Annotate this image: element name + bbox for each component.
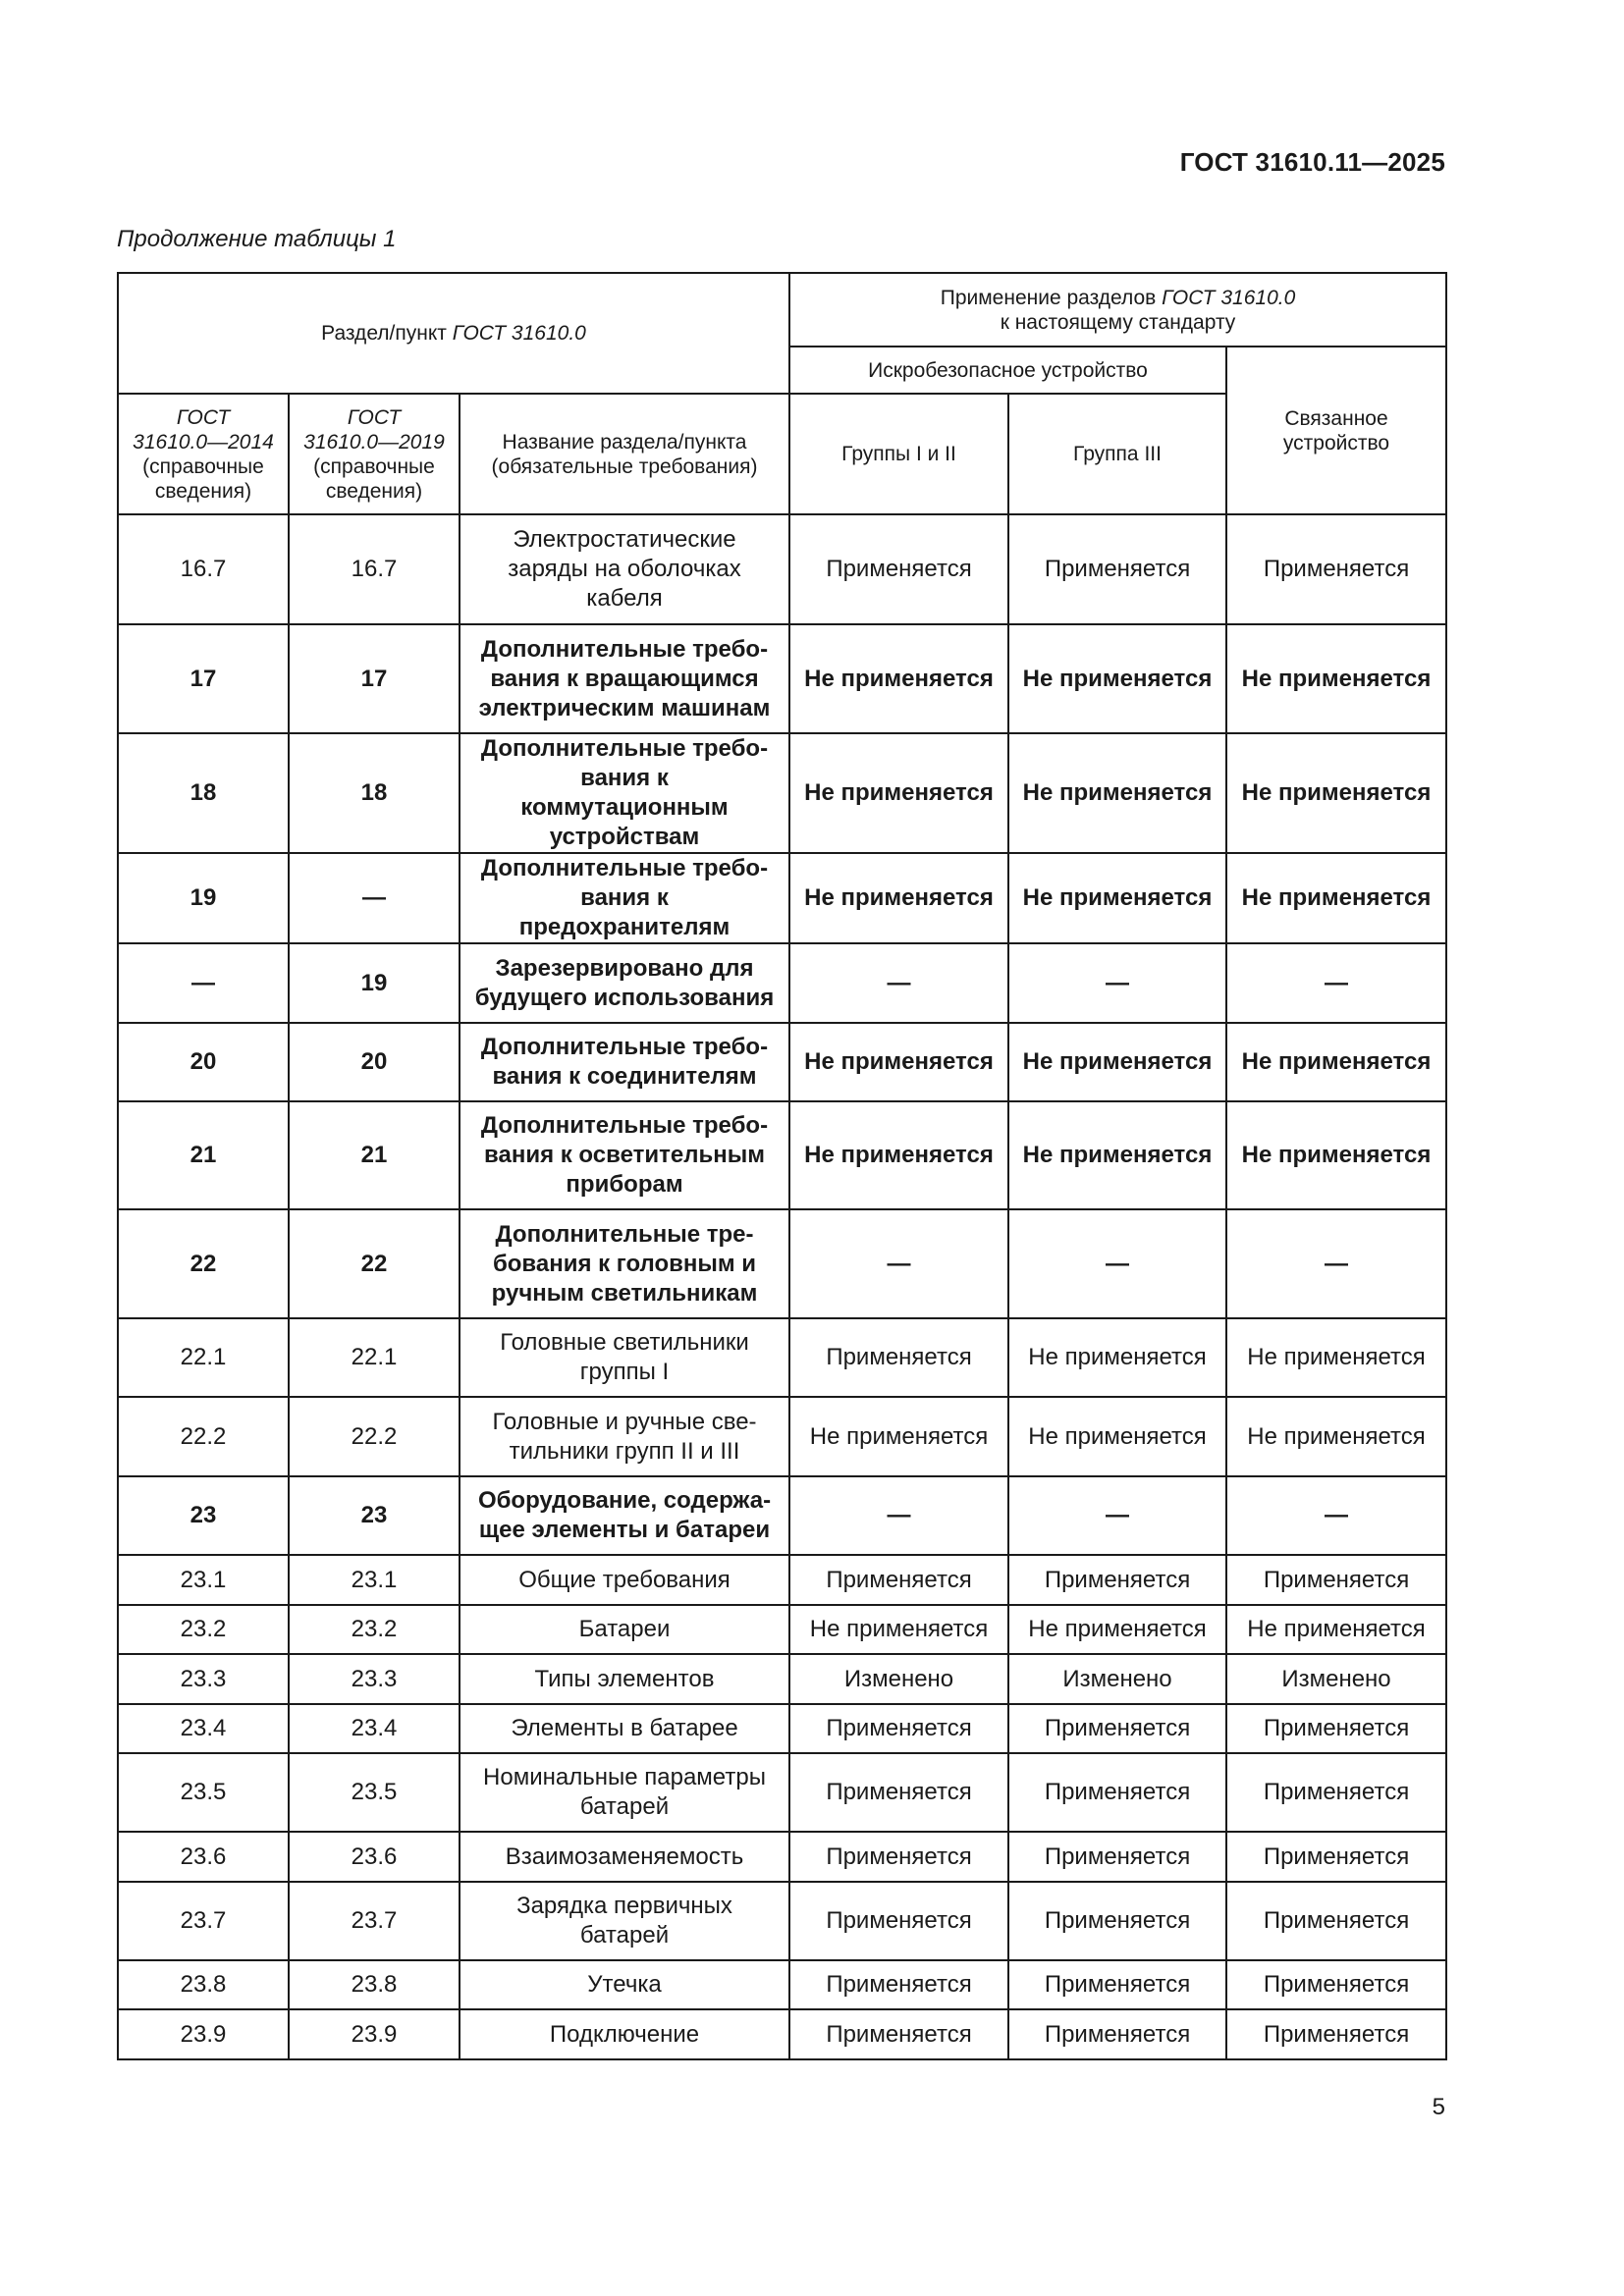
cell-2014: 23.1	[118, 1555, 289, 1605]
cell-name: Электростатические заряды на оболочках кабеля	[460, 514, 789, 624]
cell-2014: 23.3	[118, 1654, 289, 1704]
cell-associated: Не применяется	[1226, 853, 1446, 943]
cell-group-3: Применяется	[1008, 1704, 1226, 1753]
cell-group-3: Не применяется	[1008, 853, 1226, 943]
cell-2014: 18	[118, 733, 289, 853]
table-row	[118, 1023, 1446, 1101]
cell-groups-1-2: Не применяется	[789, 733, 1008, 853]
cell-2019: 23.5	[289, 1753, 460, 1832]
cell-groups-1-2: Применяется	[789, 2009, 1008, 2059]
cell-2019: 23.1	[289, 1555, 460, 1605]
table-row	[118, 1960, 1446, 2009]
cell-2019: 20	[289, 1023, 460, 1101]
cell-associated: —	[1226, 1209, 1446, 1318]
cell-associated: —	[1226, 1476, 1446, 1555]
cell-associated: Не применяется	[1226, 1397, 1446, 1476]
cell-group-3: Применяется	[1008, 1882, 1226, 1960]
table-row	[118, 2009, 1446, 2059]
cell-name: Батареи	[460, 1605, 789, 1654]
cell-2014: —	[118, 943, 289, 1023]
cell-name: Зарядка первичных батарей	[460, 1882, 789, 1960]
cell-2014: 23.5	[118, 1753, 289, 1832]
cell-group-3: Применяется	[1008, 2009, 1226, 2059]
cell-name: Взаимозаменяемость	[460, 1832, 789, 1882]
header-section-pre: Раздел/пункт	[321, 322, 453, 345]
header-col-2019-note: (справочные сведения)	[313, 454, 435, 503]
table-row	[118, 853, 1446, 943]
table-row	[118, 1605, 1446, 1654]
cell-groups-1-2: —	[789, 1209, 1008, 1318]
cell-name: Номинальные параметры батарей	[460, 1753, 789, 1832]
cell-associated: Применяется	[1226, 1753, 1446, 1832]
cell-group-3: Применяется	[1008, 1960, 1226, 2009]
header-col-groups-1-2: Группы I и II	[789, 394, 1008, 514]
cell-associated: Не применяется	[1226, 624, 1446, 733]
cell-name: Оборудование, содержа-щее элементы и батареи	[460, 1476, 789, 1555]
cell-name: Дополнительные требо-вания к коммутационным устройствам	[460, 733, 789, 853]
cell-associated: Применяется	[1226, 1882, 1446, 1960]
cell-groups-1-2: Изменено	[789, 1654, 1008, 1704]
cell-group-3: —	[1008, 943, 1226, 1023]
table-row	[118, 1654, 1446, 1704]
cell-2019: 23.8	[289, 1960, 460, 2009]
header-col-name: Название раздела/пункта (обязательные требования)	[460, 394, 789, 514]
table-row	[118, 1209, 1446, 1318]
cell-2019: 23.3	[289, 1654, 460, 1704]
cell-group-3: Не применяется	[1008, 733, 1226, 853]
cell-2014: 22.1	[118, 1318, 289, 1397]
cell-group-3: Применяется	[1008, 1555, 1226, 1605]
cell-2014: 23.7	[118, 1882, 289, 1960]
header-section-ref: ГОСТ 31610.0	[452, 322, 586, 345]
cell-2019: 23.7	[289, 1882, 460, 1960]
cell-2019: 23.6	[289, 1832, 460, 1882]
cell-group-3: Применяется	[1008, 1832, 1226, 1882]
cell-groups-1-2: Применяется	[789, 514, 1008, 624]
table-row	[118, 514, 1446, 624]
cell-groups-1-2: Не применяется	[789, 1101, 1008, 1209]
cell-2014: 22.2	[118, 1397, 289, 1476]
table-row	[118, 1832, 1446, 1882]
cell-2019: 23.2	[289, 1605, 460, 1654]
cell-2014: 23	[118, 1476, 289, 1555]
cell-groups-1-2: Применяется	[789, 1704, 1008, 1753]
header-col-2014-note: (справочные сведения)	[142, 454, 264, 503]
table-row	[118, 1101, 1446, 1209]
cell-2014: 23.2	[118, 1605, 289, 1654]
header-intrinsically-safe: Искробезопасное устройство	[789, 347, 1226, 394]
table-row	[118, 1704, 1446, 1753]
cell-2019: 22.1	[289, 1318, 460, 1397]
cell-2019: 23	[289, 1476, 460, 1555]
cell-associated: Изменено	[1226, 1654, 1446, 1704]
cell-2019: 23.9	[289, 2009, 460, 2059]
cell-name: Дополнительные тре-бования к головным и ручным светильникам	[460, 1209, 789, 1318]
cell-2019: 21	[289, 1101, 460, 1209]
cell-2019: 18	[289, 733, 460, 853]
cell-name: Подключение	[460, 2009, 789, 2059]
cell-groups-1-2: —	[789, 1476, 1008, 1555]
cell-2019: 22.2	[289, 1397, 460, 1476]
cell-2019: 16.7	[289, 514, 460, 624]
cell-associated: Применяется	[1226, 1704, 1446, 1753]
header-col-2014-ref-b: 31610.0—2014	[133, 430, 274, 454]
table-row	[118, 1753, 1446, 1832]
table-row	[118, 1318, 1446, 1397]
cell-groups-1-2: Применяется	[789, 1318, 1008, 1397]
header-col-2014	[118, 394, 289, 514]
cell-associated: Применяется	[1226, 2009, 1446, 2059]
cell-associated: Не применяется	[1226, 1318, 1446, 1397]
cell-2014: 23.6	[118, 1832, 289, 1882]
cell-2014: 23.9	[118, 2009, 289, 2059]
cell-associated: Не применяется	[1226, 733, 1446, 853]
cell-associated: Применяется	[1226, 1960, 1446, 2009]
cell-2019: 22	[289, 1209, 460, 1318]
cell-group-3: Применяется	[1008, 514, 1226, 624]
cell-name: Головные и ручные све-тильники групп II и III	[460, 1397, 789, 1476]
cell-name: Утечка	[460, 1960, 789, 2009]
cell-associated: Применяется	[1226, 1555, 1446, 1605]
cell-groups-1-2: Применяется	[789, 1960, 1008, 2009]
cell-group-3: Применяется	[1008, 1753, 1226, 1832]
cell-associated: Применяется	[1226, 514, 1446, 624]
cell-name: Элементы в батарее	[460, 1704, 789, 1753]
cell-group-3: Не применяется	[1008, 1101, 1226, 1209]
cell-2019: —	[289, 853, 460, 943]
cell-2014: 17	[118, 624, 289, 733]
cell-associated: Не применяется	[1226, 1023, 1446, 1101]
header-col-2019-ref-a: ГОСТ	[347, 405, 402, 429]
cell-2014: 21	[118, 1101, 289, 1209]
cell-2019: 19	[289, 943, 460, 1023]
header-col-group-3: Группа III	[1008, 394, 1226, 514]
cell-groups-1-2: Не применяется	[789, 853, 1008, 943]
header-application-pre: Применение разделов	[940, 286, 1163, 309]
cell-2014: 19	[118, 853, 289, 943]
cell-name: Дополнительные требо-вания к предохранителям	[460, 853, 789, 943]
cell-groups-1-2: —	[789, 943, 1008, 1023]
cell-2019: 23.4	[289, 1704, 460, 1753]
cell-name: Зарезервировано для будущего использования	[460, 943, 789, 1023]
table-row	[118, 733, 1446, 853]
cell-groups-1-2: Не применяется	[789, 624, 1008, 733]
cell-name: Головные светильники группы I	[460, 1318, 789, 1397]
header-col-2019	[289, 394, 460, 514]
table-row	[118, 1882, 1446, 1960]
cell-group-3: Изменено	[1008, 1654, 1226, 1704]
cell-name: Дополнительные требо-вания к осветительным приборам	[460, 1101, 789, 1209]
table-row	[118, 1555, 1446, 1605]
cell-group-3: Не применяется	[1008, 1397, 1226, 1476]
header-associated: Связанное устройство	[1226, 347, 1446, 514]
cell-2014: 22	[118, 1209, 289, 1318]
cell-associated: Применяется	[1226, 1832, 1446, 1882]
cell-name: Дополнительные требо-вания к соединителям	[460, 1023, 789, 1101]
table-caption: Продолжение таблицы 1	[117, 226, 397, 252]
cell-2019: 17	[289, 624, 460, 733]
cell-2014: 23.8	[118, 1960, 289, 2009]
header-row-1	[118, 273, 1446, 347]
cell-name: Общие требования	[460, 1555, 789, 1605]
cell-associated: Не применяется	[1226, 1605, 1446, 1654]
table-row	[118, 1476, 1446, 1555]
cell-name: Типы элементов	[460, 1654, 789, 1704]
cell-groups-1-2: Применяется	[789, 1832, 1008, 1882]
header-section	[118, 273, 789, 394]
header-application	[789, 273, 1446, 347]
table-row	[118, 943, 1446, 1023]
cell-groups-1-2: Не применяется	[789, 1397, 1008, 1476]
document-standard-code: ГОСТ 31610.11—2025	[1179, 147, 1445, 177]
header-col-2014-ref-a: ГОСТ	[176, 405, 231, 429]
cell-groups-1-2: Применяется	[789, 1555, 1008, 1605]
cell-group-3: —	[1008, 1209, 1226, 1318]
cell-name: Дополнительные требо-вания к вращающимся электрическим машинам	[460, 624, 789, 733]
cell-group-3: Не применяется	[1008, 624, 1226, 733]
cell-group-3: —	[1008, 1476, 1226, 1555]
table-body	[118, 273, 1446, 2059]
requirements-table	[117, 272, 1447, 2060]
cell-associated: Не применяется	[1226, 1101, 1446, 1209]
cell-group-3: Не применяется	[1008, 1318, 1226, 1397]
cell-groups-1-2: Не применяется	[789, 1023, 1008, 1101]
header-col-2019-ref-b: 31610.0—2019	[303, 430, 445, 454]
cell-associated: —	[1226, 943, 1446, 1023]
cell-group-3: Не применяется	[1008, 1023, 1226, 1101]
cell-group-3: Не применяется	[1008, 1605, 1226, 1654]
cell-groups-1-2: Применяется	[789, 1882, 1008, 1960]
cell-groups-1-2: Применяется	[789, 1753, 1008, 1832]
page-number: 5	[1432, 2094, 1445, 2120]
cell-2014: 23.4	[118, 1704, 289, 1753]
table-row	[118, 1397, 1446, 1476]
cell-2014: 16.7	[118, 514, 289, 624]
table-row	[118, 624, 1446, 733]
header-application-post: к настоящему стандарту	[1000, 310, 1236, 334]
header-application-ref: ГОСТ 31610.0	[1162, 286, 1296, 309]
cell-groups-1-2: Не применяется	[789, 1605, 1008, 1654]
cell-2014: 20	[118, 1023, 289, 1101]
